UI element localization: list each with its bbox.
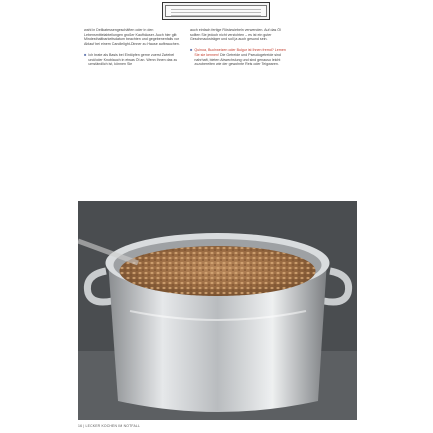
header-rule bbox=[171, 12, 261, 13]
paragraph: wahl in Delikatessengeschäften oder in den Lebensmittelabteilungen großer Kaufhäuser. Auch hier gilt: Mindesthaltbarkeitsdatum beachten und gegebenenfalls vor Ablauf bei einem Candlelight-Dinner zu Hause aufbrauchen. bbox=[84, 28, 180, 47]
header-rule bbox=[171, 9, 261, 10]
header-frame-inner bbox=[165, 5, 267, 17]
bullet-icon: ■ bbox=[190, 47, 193, 53]
paragraph: Die Getreide und Pseudogetreide sind nahrhaft, bieten Abwechslung und sind genauso leicht zuzubereiten wie der gewohnte Reis oder Teigwaren. bbox=[194, 52, 281, 67]
paragraph: auch einfach fertige Röstzwiebeln verwenden. Auf das Öl sollten Sie jedoch nicht verzichten – es ist ein guter Geschmacksträger und soll ja auch gesund sein. bbox=[190, 28, 281, 42]
bullet-icon: ■ bbox=[84, 51, 87, 57]
paragraph: Ich brate als Basis bei Eintöpfen gerne zuerst Zwiebel und/oder Knoblauch in etwas Öl an. Wenn Ihnen das zu umständlich ist, können Sie bbox=[88, 52, 178, 67]
header-rule bbox=[171, 15, 261, 16]
photo-buckwheat-pot bbox=[78, 201, 357, 420]
header-frame bbox=[162, 2, 270, 20]
highlight-text: Quinoa, Buchweizen oder Bulgur ist Ihnen fremd? Lernen Sie sie kennen! bbox=[194, 48, 286, 57]
bullet-item bbox=[190, 48, 290, 67]
bullet-item bbox=[84, 53, 184, 67]
text-column-right bbox=[190, 28, 290, 67]
pot-illustration bbox=[78, 201, 357, 420]
page-footer: 16 | LECKER KOCHEN IM NOTFALL bbox=[78, 424, 141, 428]
text-column-left bbox=[84, 28, 184, 67]
